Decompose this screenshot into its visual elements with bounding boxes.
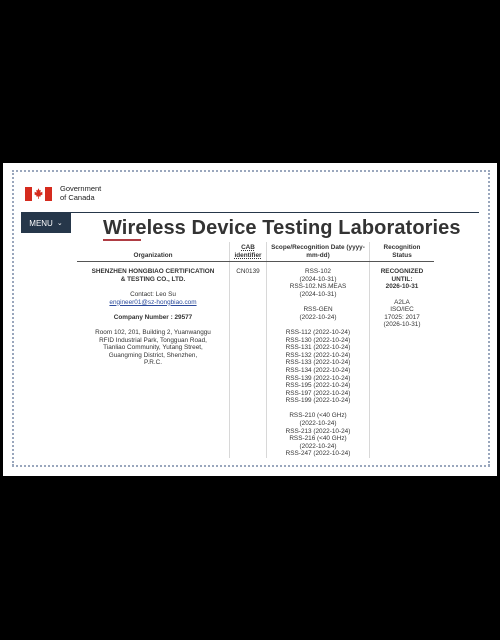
address: Room 102, 201, Building 2, Yuanwanggu RFID Industrial Park, Tongguan Road, Tianliao Community, Yutang Street, Guangming District, Shenzhen, P.R.C. (95, 328, 211, 367)
dotted-frame-bottom (12, 465, 490, 469)
header-status: Recognition Status (370, 242, 435, 262)
menu-button[interactable] (21, 213, 71, 233)
contact-name: Contact: Leo Su (130, 290, 176, 298)
page-title: Wireless Device Testing Laboratories (103, 217, 461, 239)
table-header-row (77, 242, 434, 262)
chevron-down-icon: ⌄ (56, 220, 63, 227)
header-scope: Scope/Recognition Date (yyyy-mm-dd) (267, 242, 370, 262)
menu-label: MENU (29, 218, 53, 228)
cell-status: RECOGNIZED UNTIL: 2026-10-31 A2LA ISO/IEC 17025: 2017 (2026-10-31) (380, 268, 424, 329)
title-underline (103, 239, 141, 241)
header-organization: Organization (77, 242, 230, 262)
header-rule (21, 212, 479, 213)
header-cab-identifier[interactable]: CAB identifier (230, 242, 267, 262)
page-screenshot-card (3, 163, 497, 476)
gov-signature[interactable] (25, 185, 101, 202)
company-number: Company Number : 29577 (113, 313, 193, 321)
cell-scope: RSS-102 (2024-10-31) RSS-102.NS.MEAS (2024-10-31) RSS-GEN (2022-10-24) RSS-112 (2022-10-24) RSS-130 (2022-10-24) RSS-131 (2022-10-24) RSS-132 (2022-10-24) RSS-133 (2022-10-24) RSS-134 (2022-10-24) RSS-139 (2022-10-24) RSS-195 (2022-10-24) RSS-197 (2022-10-24) RSS-199 (2022-10-24) RSS-210 (<40 GHz) (2022-10-24) RSS-213 (2022-10-24) RSS-216 (<40 GHz) (2022-10-24) RSS-247 (2022-10-24) (267, 262, 370, 458)
email-link[interactable]: engineer01@sz-hongbiao.com (109, 298, 197, 306)
cell-cab-id: CN0139 (230, 262, 267, 458)
gov-wordmark: Government of Canada (60, 184, 102, 202)
labs-table (77, 242, 434, 458)
canada-flag-icon (25, 187, 52, 201)
cell-organization: SHENZHEN HONGBIAO CERTIFICATION & TESTING CO., LTD. Contact: Leo Su engineer01@sz-hongbiao.com Company Number : 29577 Room 102, 201, Building 2, Yuanwanggu RFID Industrial Park, Tongguan Road, Tianliao Community, Yutang Street, Guangming District, Shenzhen, P.R.C. (77, 262, 230, 458)
table-row (77, 262, 434, 458)
